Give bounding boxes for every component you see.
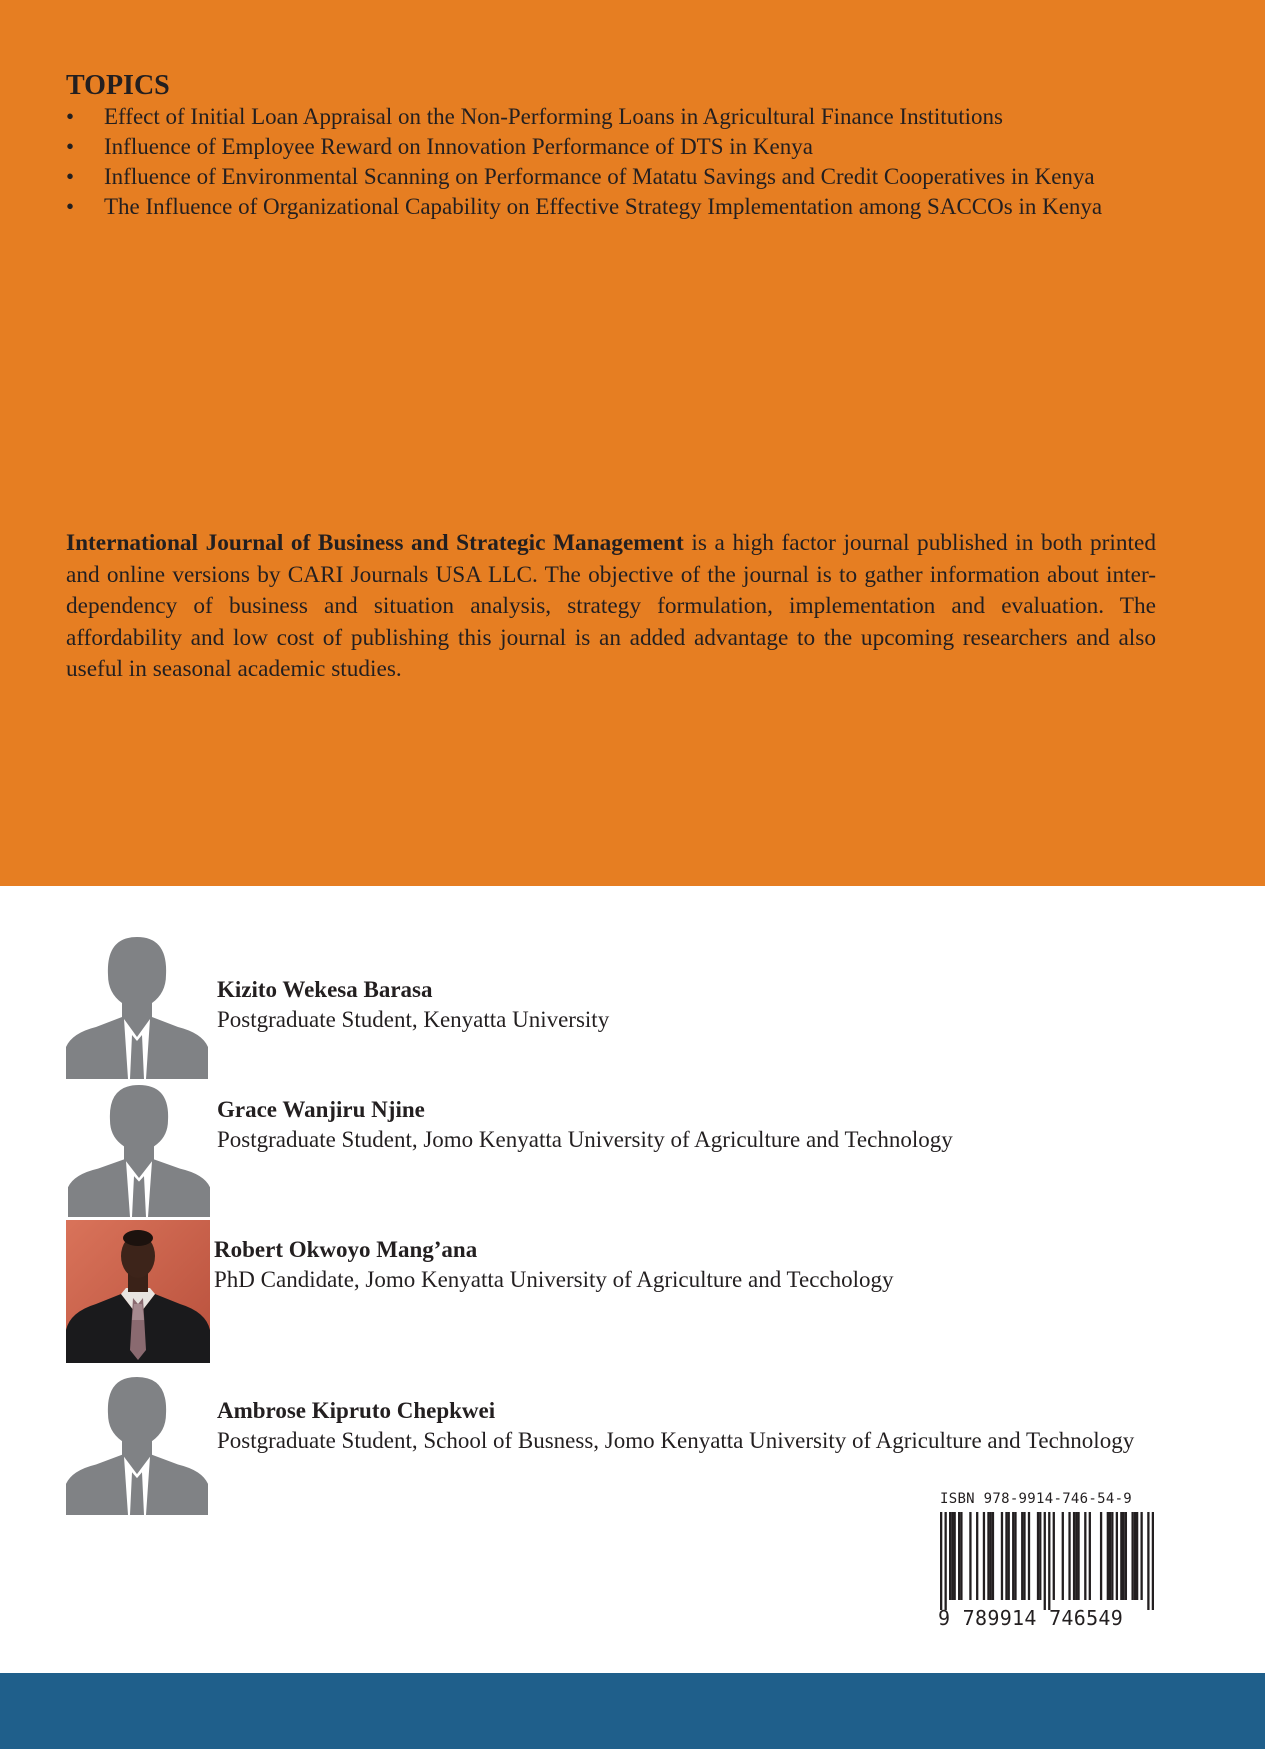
author-entry <box>66 1085 1206 1231</box>
barcode-bar <box>1140 1512 1142 1600</box>
silhouette-icon <box>66 1377 208 1519</box>
portrait-photo <box>66 1220 210 1363</box>
topic-item: • Influence of Employee Reward on Innovation Performance of DTS in Kenya <box>66 132 1146 162</box>
barcode-bar <box>990 1512 992 1600</box>
topic-item: • Effect of Initial Loan Appraisal on the Non-Performing Loans in Agricultural Finance Institutions <box>66 102 1146 132</box>
barcode-bar <box>1089 1512 1091 1600</box>
barcode <box>940 1512 1154 1610</box>
barcode-bar <box>1039 1512 1041 1600</box>
barcode-bar <box>1122 1512 1124 1600</box>
topic-item: • Influence of Environmental Scanning on Performance of Matatu Savings and Credit Cooperatives in Kenya <box>66 162 1146 192</box>
barcode-bar <box>1001 1512 1003 1600</box>
author-affiliation: Postgraduate Student, School of Busness, Jomo Kenyatta University of Agriculture and Technology <box>217 1428 1135 1453</box>
barcode-bar <box>1012 1512 1014 1600</box>
barcode-bar <box>1120 1512 1122 1600</box>
author-name: Ambrose Kipruto Chepkwei <box>217 1398 496 1423</box>
barcode-bar <box>945 1512 947 1610</box>
barcode-bar <box>1100 1512 1102 1600</box>
barcode-bar <box>976 1512 978 1600</box>
barcode-bar <box>1116 1512 1118 1600</box>
barcode-bar <box>1131 1512 1133 1600</box>
barcode-bar <box>983 1512 985 1600</box>
barcode-bar <box>969 1512 971 1600</box>
barcode-bar <box>987 1512 989 1600</box>
author-affiliation: Postgraduate Student, Kenyatta University <box>217 1007 610 1032</box>
barcode-bar <box>1005 1512 1007 1600</box>
silhouette-icon <box>68 1085 210 1227</box>
barcode-bar <box>1136 1512 1138 1600</box>
barcode-bar <box>992 1512 994 1600</box>
barcode-bar <box>951 1512 953 1600</box>
journal-name: International Journal of Business and Strategic Management <box>66 530 684 556</box>
author-name: Robert Okwoyo Mang’ana <box>214 1237 478 1262</box>
isbn-label: ISBN 978-9914-746-54-9 <box>940 1491 1133 1507</box>
barcode-bar <box>1109 1512 1111 1600</box>
barcode-bar <box>1044 1512 1046 1610</box>
author-entry <box>66 937 1206 1083</box>
bottom-bar <box>0 1673 1265 1749</box>
barcode-bar <box>949 1512 951 1600</box>
barcode-bar <box>1037 1512 1039 1600</box>
barcode-bar <box>1077 1512 1079 1600</box>
barcode-bar <box>1075 1512 1077 1600</box>
barcode-bar <box>1023 1512 1025 1600</box>
barcode-bar <box>1014 1512 1016 1600</box>
barcode-bar <box>1084 1512 1086 1600</box>
topic-item: • The Influence of Organizational Capability on Effective Strategy Implementation among SACCOs in Kenya <box>66 192 1146 222</box>
barcode-bar <box>954 1512 956 1600</box>
barcode-bar <box>1048 1512 1050 1610</box>
silhouette-icon <box>66 937 208 1079</box>
journal-description <box>66 528 1156 686</box>
barcode-bar <box>1062 1512 1064 1600</box>
barcode-bar <box>1028 1512 1030 1600</box>
barcode-bar <box>1111 1512 1113 1600</box>
barcode-digits: 9 789914 746549 <box>938 1606 1124 1630</box>
barcode-bar <box>1147 1512 1149 1610</box>
barcode-bar <box>1053 1512 1055 1600</box>
barcode-bar <box>1107 1512 1109 1600</box>
description-text: is a high factor journal published in both printed and online versions by CARI Journals USA LLC. The objective of the journal is to gather information about inter-dependency of business and situation analysis, strategy formulation, implementation and evaluation. The affordability and low cost of publishing this journal is an added advantage to the upcoming researchers and also useful in seasonal academic studies. <box>66 530 1156 682</box>
barcode-bar <box>1134 1512 1136 1600</box>
author-entry <box>66 1220 1206 1366</box>
barcode-bar <box>1021 1512 1023 1600</box>
barcode-bar <box>1073 1512 1075 1600</box>
author-name: Grace Wanjiru Njine <box>217 1097 425 1122</box>
barcode-bar <box>1125 1512 1127 1600</box>
topics-list <box>66 102 1146 222</box>
author-name: Kizito Wekesa Barasa <box>217 977 433 1002</box>
topics-heading: TOPICS <box>66 70 170 101</box>
barcode-bar <box>940 1512 942 1610</box>
barcode-bar <box>958 1512 960 1600</box>
barcode-bar <box>960 1512 962 1600</box>
barcode-bar <box>1152 1512 1154 1610</box>
barcode-bar <box>1068 1512 1070 1600</box>
author-affiliation: Postgraduate Student, Jomo Kenyatta University of Agriculture and Technology <box>217 1127 953 1152</box>
author-affiliation: PhD Candidate, Jomo Kenyatta University of Agriculture and Tecchology <box>214 1267 894 1292</box>
barcode-bar <box>1008 1512 1010 1600</box>
